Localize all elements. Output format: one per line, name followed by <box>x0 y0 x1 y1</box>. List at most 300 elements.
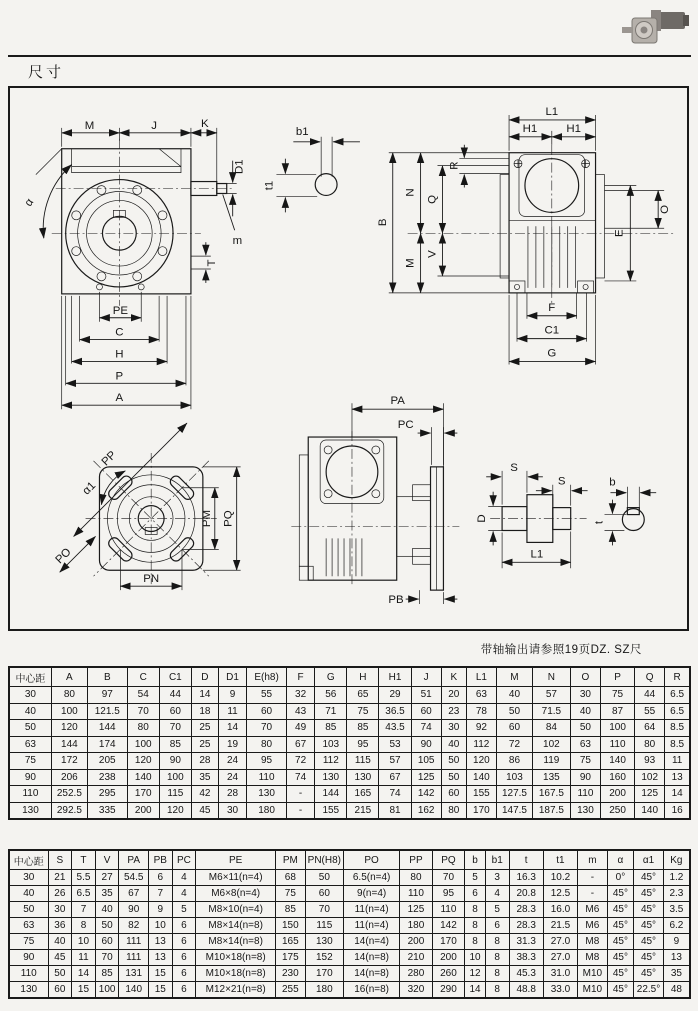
table-cell: 50 <box>441 753 466 770</box>
table-cell: 6.2 <box>663 918 690 934</box>
table-cell: 45° <box>634 902 664 918</box>
dim-label-j: J <box>151 119 158 132</box>
table-row <box>9 736 690 753</box>
column-header: b1 <box>485 850 509 870</box>
table-cell: - <box>578 886 608 902</box>
table-cell: 81 <box>379 802 411 819</box>
table-cell: 70 <box>432 870 465 886</box>
table-cell: 45° <box>607 918 634 934</box>
table-row <box>9 769 690 786</box>
table-cell: 45.3 <box>509 966 543 982</box>
table-cell: 11(n=4) <box>344 902 400 918</box>
table-cell: 44 <box>635 687 665 704</box>
table-cell: 43 <box>286 703 314 720</box>
table-cell: 112 <box>466 736 496 753</box>
column-header: L1 <box>466 667 496 687</box>
column-header: K <box>441 667 466 687</box>
table-cell: 105 <box>411 753 441 770</box>
table-cell: 2.3 <box>663 886 690 902</box>
column-header: O <box>570 667 600 687</box>
table-cell: 200 <box>601 786 635 803</box>
table-cell: 5 <box>465 870 486 886</box>
table-cell: 110 <box>400 886 433 902</box>
table-cell: 45° <box>634 950 664 966</box>
table-cell: 85 <box>315 720 347 737</box>
table-cell: 35 <box>95 886 119 902</box>
column-header: H <box>347 667 379 687</box>
table-cell: 50 <box>496 703 532 720</box>
table-cell: 8.5 <box>665 736 690 753</box>
table-cell: 31.0 <box>543 966 577 982</box>
table-cell: 16.3 <box>509 870 543 886</box>
column-header: M <box>496 667 532 687</box>
table-cell: 110 <box>601 736 635 753</box>
table-cell: - <box>286 802 314 819</box>
table-cell: 8 <box>485 950 509 966</box>
table-cell: 292.5 <box>51 802 87 819</box>
table-cell: 280 <box>400 966 433 982</box>
table-cell: 11 <box>665 753 690 770</box>
dim-label-g: G <box>547 347 557 360</box>
table-cell: 75 <box>9 753 51 770</box>
table-cell: 170 <box>305 966 343 982</box>
table-cell: 144 <box>87 720 127 737</box>
table-cell: 142 <box>432 918 465 934</box>
table-row <box>9 886 690 902</box>
dim-label-b-cap: B <box>376 218 389 227</box>
dim-label-s-right: S <box>557 475 566 488</box>
table-cell: 112 <box>315 753 347 770</box>
table-cell: 45° <box>607 950 634 966</box>
column-header: α <box>607 850 634 870</box>
column-header: PM <box>276 850 306 870</box>
column-header: E(h8) <box>247 667 287 687</box>
table-cell: 80 <box>441 802 466 819</box>
table-cell: M8×14(n=8) <box>196 918 276 934</box>
dim-label-o: O <box>659 204 672 214</box>
table-cell: 140 <box>601 753 635 770</box>
table-cell: 230 <box>276 966 306 982</box>
table-cell: 14(n=8) <box>344 966 400 982</box>
table-cell: 75 <box>570 753 600 770</box>
table-cell: 8 <box>485 934 509 950</box>
table-cell: 85 <box>159 736 191 753</box>
table-cell: 85 <box>347 720 379 737</box>
table-cell: 140 <box>127 769 159 786</box>
dim-label-l1-top: L1 <box>545 105 559 118</box>
table-cell: 40 <box>95 902 119 918</box>
table-cell: 180 <box>400 918 433 934</box>
table-cell: 175 <box>276 950 306 966</box>
table-cell: 115 <box>159 786 191 803</box>
dim-label-pm: PM <box>200 509 213 528</box>
table-cell: 111 <box>119 950 149 966</box>
table-cell: 6.5 <box>665 687 690 704</box>
table-cell: 6 <box>172 966 196 982</box>
gearbox-photo <box>619 3 693 51</box>
table-cell: 72 <box>286 753 314 770</box>
table-cell: 9 <box>218 687 246 704</box>
column-header: α1 <box>634 850 664 870</box>
column-header: t1 <box>543 850 577 870</box>
table-cell: 215 <box>347 802 379 819</box>
column-header: D1 <box>218 667 246 687</box>
table-cell: 45° <box>634 870 664 886</box>
dim-label-l1-shaft: L1 <box>530 548 544 561</box>
table-cell: 57 <box>379 753 411 770</box>
column-header: 中心距 <box>9 850 48 870</box>
table-cell: 40 <box>48 934 72 950</box>
table-cell: 55 <box>247 687 287 704</box>
dim-label-pa: PA <box>390 395 405 408</box>
dim-label-b-key: b <box>609 476 616 489</box>
table-cell: 8.5 <box>665 720 690 737</box>
table-cell: 9(n=4) <box>344 886 400 902</box>
table-cell: 320 <box>400 982 433 999</box>
table-cell: 60 <box>496 720 532 737</box>
table-cell: 86 <box>496 753 532 770</box>
flange-view <box>53 423 240 590</box>
table-cell: 162 <box>411 802 441 819</box>
table-row <box>9 902 690 918</box>
table-cell: 27.0 <box>543 934 577 950</box>
column-header: C1 <box>159 667 191 687</box>
table-cell: 67 <box>119 886 149 902</box>
table-cell: 92 <box>466 720 496 737</box>
table-cell: 50 <box>305 870 343 886</box>
table-cell: 33.0 <box>543 982 577 999</box>
table-cell: 10 <box>72 934 96 950</box>
dim-label-alpha: α <box>22 196 37 209</box>
table-cell: 30 <box>48 902 72 918</box>
table-cell: 110 <box>570 786 600 803</box>
table-cell: 71.5 <box>532 703 570 720</box>
table-cell: 74 <box>411 720 441 737</box>
table-cell: M12×21(n=8) <box>196 982 276 999</box>
dim-label-s-left: S <box>510 461 518 474</box>
table-row <box>9 950 690 966</box>
table-cell: 8 <box>72 918 96 934</box>
table-cell: 3 <box>485 870 509 886</box>
table-cell: 4 <box>172 870 196 886</box>
table-cell: 6 <box>172 950 196 966</box>
table-cell: 140 <box>635 802 665 819</box>
table-cell: 20 <box>441 687 466 704</box>
table-cell: M6 <box>578 918 608 934</box>
table-cell: 75 <box>276 886 306 902</box>
table-cell: 170 <box>432 934 465 950</box>
dim-label-n: N <box>404 188 417 197</box>
table-cell: 100 <box>127 736 159 753</box>
table-row <box>9 720 690 737</box>
table-cell: 20.8 <box>509 886 543 902</box>
table-row <box>9 802 690 819</box>
table-cell: 27 <box>95 870 119 886</box>
table-cell: 40 <box>9 886 48 902</box>
rear-view <box>377 106 674 365</box>
table-cell: 13 <box>663 950 690 966</box>
table-cell: 1.2 <box>663 870 690 886</box>
dim-label-pn: PN <box>143 573 160 586</box>
table-cell: 125 <box>635 786 665 803</box>
table-cell: 200 <box>127 802 159 819</box>
table-cell: 125 <box>400 902 433 918</box>
table-cell: 121.5 <box>87 703 127 720</box>
table-cell: 16 <box>665 802 690 819</box>
column-header: R <box>665 667 690 687</box>
table-cell: 102 <box>532 736 570 753</box>
table-cell: 23 <box>441 703 466 720</box>
table-cell: 11 <box>72 950 96 966</box>
table-cell: 15 <box>148 966 172 982</box>
table-cell: 45 <box>48 950 72 966</box>
column-header: A <box>51 667 87 687</box>
table-cell: 35 <box>663 966 690 982</box>
table-cell: 115 <box>305 918 343 934</box>
table-row <box>9 966 690 982</box>
table-cell: 100 <box>51 703 87 720</box>
table-cell: 21 <box>48 870 72 886</box>
table-row <box>9 786 690 803</box>
table-cell: 95 <box>432 886 465 902</box>
table-cell: 170 <box>127 786 159 803</box>
table-cell: 38.3 <box>509 950 543 966</box>
dim-label-t-key: t <box>593 520 606 525</box>
table-cell: 70 <box>95 950 119 966</box>
table-cell: 130 <box>305 934 343 950</box>
column-header: P <box>601 667 635 687</box>
table-cell: 102 <box>635 769 665 786</box>
table-cell: 4 <box>485 886 509 902</box>
table-cell: 6 <box>148 870 172 886</box>
table-cell: 130 <box>315 769 347 786</box>
table-cell: 10 <box>465 950 486 966</box>
drawing-panel <box>8 86 689 631</box>
table-cell: 60 <box>95 934 119 950</box>
table-cell: 238 <box>87 769 127 786</box>
table-cell: 45° <box>607 934 634 950</box>
table-cell: 28 <box>218 786 246 803</box>
side-view-output <box>291 395 459 606</box>
table-cell: 111 <box>119 934 149 950</box>
table-cell: 110 <box>9 966 48 982</box>
table-cell: 63 <box>9 918 48 934</box>
table-cell: 90 <box>570 769 600 786</box>
table-cell: 60 <box>159 703 191 720</box>
table-cell: 14(n=8) <box>344 950 400 966</box>
table-cell: 75 <box>9 934 48 950</box>
table-cell: M10×18(n=8) <box>196 950 276 966</box>
table-cell: 131 <box>119 966 149 982</box>
table-cell: 180 <box>305 982 343 999</box>
table-cell: 110 <box>247 769 287 786</box>
output-shaft-detail <box>476 462 656 568</box>
dim-label-t-cap: T <box>205 259 218 267</box>
table-cell: 72 <box>496 736 532 753</box>
table-cell: 14 <box>665 786 690 803</box>
table-cell: 36.5 <box>379 703 411 720</box>
table-cell: 50 <box>48 966 72 982</box>
table-cell: 80 <box>127 720 159 737</box>
dim-label-m-rear: M <box>404 258 417 268</box>
table-cell: 3.5 <box>663 902 690 918</box>
table-cell: 130 <box>347 769 379 786</box>
table-cell: 0° <box>607 870 634 886</box>
table-cell: 30 <box>9 687 51 704</box>
table-cell: 54 <box>127 687 159 704</box>
table-cell: 85 <box>95 966 119 982</box>
table-cell: 260 <box>432 966 465 982</box>
dim-label-c: C <box>115 326 124 339</box>
column-header: PC <box>172 850 196 870</box>
table-cell: 6 <box>465 886 486 902</box>
table-cell: 130 <box>247 786 287 803</box>
table-cell: 42 <box>191 786 218 803</box>
table-cell: 75 <box>347 703 379 720</box>
dim-label-h: H <box>115 348 124 361</box>
table-cell: 87 <box>601 703 635 720</box>
table-cell: 40 <box>570 703 600 720</box>
table-cell: 45° <box>607 982 634 999</box>
dim-label-d1: D1 <box>233 159 246 174</box>
table-cell: 95 <box>247 753 287 770</box>
table-cell: 80 <box>400 870 433 886</box>
table-cell: 67 <box>286 736 314 753</box>
dim-label-pe: PE <box>112 304 128 317</box>
column-header: T <box>72 850 96 870</box>
table-cell: 54.5 <box>119 870 149 886</box>
table-cell: 90 <box>119 902 149 918</box>
table-cell: 22.5° <box>634 982 664 999</box>
table-cell: 82 <box>119 918 149 934</box>
front-view <box>23 118 246 409</box>
table-cell: 43.5 <box>379 720 411 737</box>
table-cell: 8 <box>465 902 486 918</box>
table-cell: 70 <box>127 703 159 720</box>
table-cell: 165 <box>347 786 379 803</box>
table-cell: 8 <box>465 918 486 934</box>
table-row <box>9 982 690 999</box>
table-cell: 29 <box>379 687 411 704</box>
table-cell: 15 <box>148 982 172 999</box>
table-cell: 135 <box>532 769 570 786</box>
table-cell: 14 <box>465 982 486 999</box>
table-cell: 95 <box>347 736 379 753</box>
table-cell: M8×14(n=8) <box>196 934 276 950</box>
table-cell: 31.3 <box>509 934 543 950</box>
table-cell: 200 <box>432 950 465 966</box>
table-cell: 200 <box>400 934 433 950</box>
table-cell: 120 <box>159 802 191 819</box>
table-cell: 140 <box>119 982 149 999</box>
table-cell: 7 <box>72 902 96 918</box>
table-cell: 7 <box>148 886 172 902</box>
section-heading: 尺寸 <box>28 64 65 81</box>
table-cell: 144 <box>51 736 87 753</box>
column-header: N <box>532 667 570 687</box>
table-cell: 75 <box>601 687 635 704</box>
table-cell: 100 <box>95 982 119 999</box>
table-cell: 295 <box>87 786 127 803</box>
column-header: Kg <box>663 850 690 870</box>
table-cell: M8 <box>578 950 608 966</box>
table-cell: 120 <box>51 720 87 737</box>
table-cell: 119 <box>532 753 570 770</box>
table-cell: 80 <box>635 736 665 753</box>
dim-label-alpha1: α1 <box>80 479 99 498</box>
table-cell: 152 <box>305 950 343 966</box>
column-header: V <box>95 850 119 870</box>
table-cell: 167.5 <box>532 786 570 803</box>
column-header: G <box>315 667 347 687</box>
header-row <box>9 667 690 687</box>
table-cell: 290 <box>432 982 465 999</box>
table-cell: 4 <box>172 886 196 902</box>
table-cell: 60 <box>441 786 466 803</box>
table-cell: 130 <box>9 982 48 999</box>
table-cell: 142 <box>411 786 441 803</box>
table-cell: 6 <box>485 918 509 934</box>
table-cell: 160 <box>601 769 635 786</box>
table-cell: 24 <box>218 753 246 770</box>
table-cell: 60 <box>305 886 343 902</box>
table-cell: 5.5 <box>72 870 96 886</box>
table-cell: 10 <box>148 918 172 934</box>
table-cell: 50 <box>9 902 48 918</box>
table-cell: 16(n=8) <box>344 982 400 999</box>
table-cell: 45° <box>607 902 634 918</box>
table-cell: 120 <box>127 753 159 770</box>
table-cell: 6 <box>172 934 196 950</box>
table-cell: 110 <box>432 902 465 918</box>
table-cell: 174 <box>87 736 127 753</box>
table-cell: 45° <box>634 886 664 902</box>
table-cell: 140 <box>466 769 496 786</box>
table-cell: 155 <box>466 786 496 803</box>
table-cell: 147.5 <box>496 802 532 819</box>
table-cell: 26 <box>48 886 72 902</box>
table-cell: 36 <box>48 918 72 934</box>
table-cell: 255 <box>276 982 306 999</box>
table-cell: 32 <box>286 687 314 704</box>
table-cell: 19 <box>218 736 246 753</box>
column-header: F <box>286 667 314 687</box>
table-cell: 97 <box>87 687 127 704</box>
table-cell: 78 <box>466 703 496 720</box>
table-cell: 5 <box>172 902 196 918</box>
table-cell: 40 <box>496 687 532 704</box>
table-cell: 64 <box>635 720 665 737</box>
table-cell: 13 <box>148 950 172 966</box>
header-row <box>9 850 690 870</box>
table-cell: 210 <box>400 950 433 966</box>
table-cell: 27.0 <box>543 950 577 966</box>
table-cell: 35 <box>191 769 218 786</box>
dim-label-h1-left: H1 <box>522 122 538 135</box>
table-cell: 165 <box>276 934 306 950</box>
table-row <box>9 753 690 770</box>
table-cell: 12.5 <box>543 886 577 902</box>
table-cell: 74 <box>286 769 314 786</box>
table-cell: 80 <box>51 687 87 704</box>
table-row <box>9 934 690 950</box>
table-cell: 49 <box>286 720 314 737</box>
table-cell: 70 <box>159 720 191 737</box>
table-cell: 48 <box>663 982 690 999</box>
table-cell: 25 <box>191 736 218 753</box>
table-cell: 55 <box>635 703 665 720</box>
table-cell: 67 <box>379 769 411 786</box>
